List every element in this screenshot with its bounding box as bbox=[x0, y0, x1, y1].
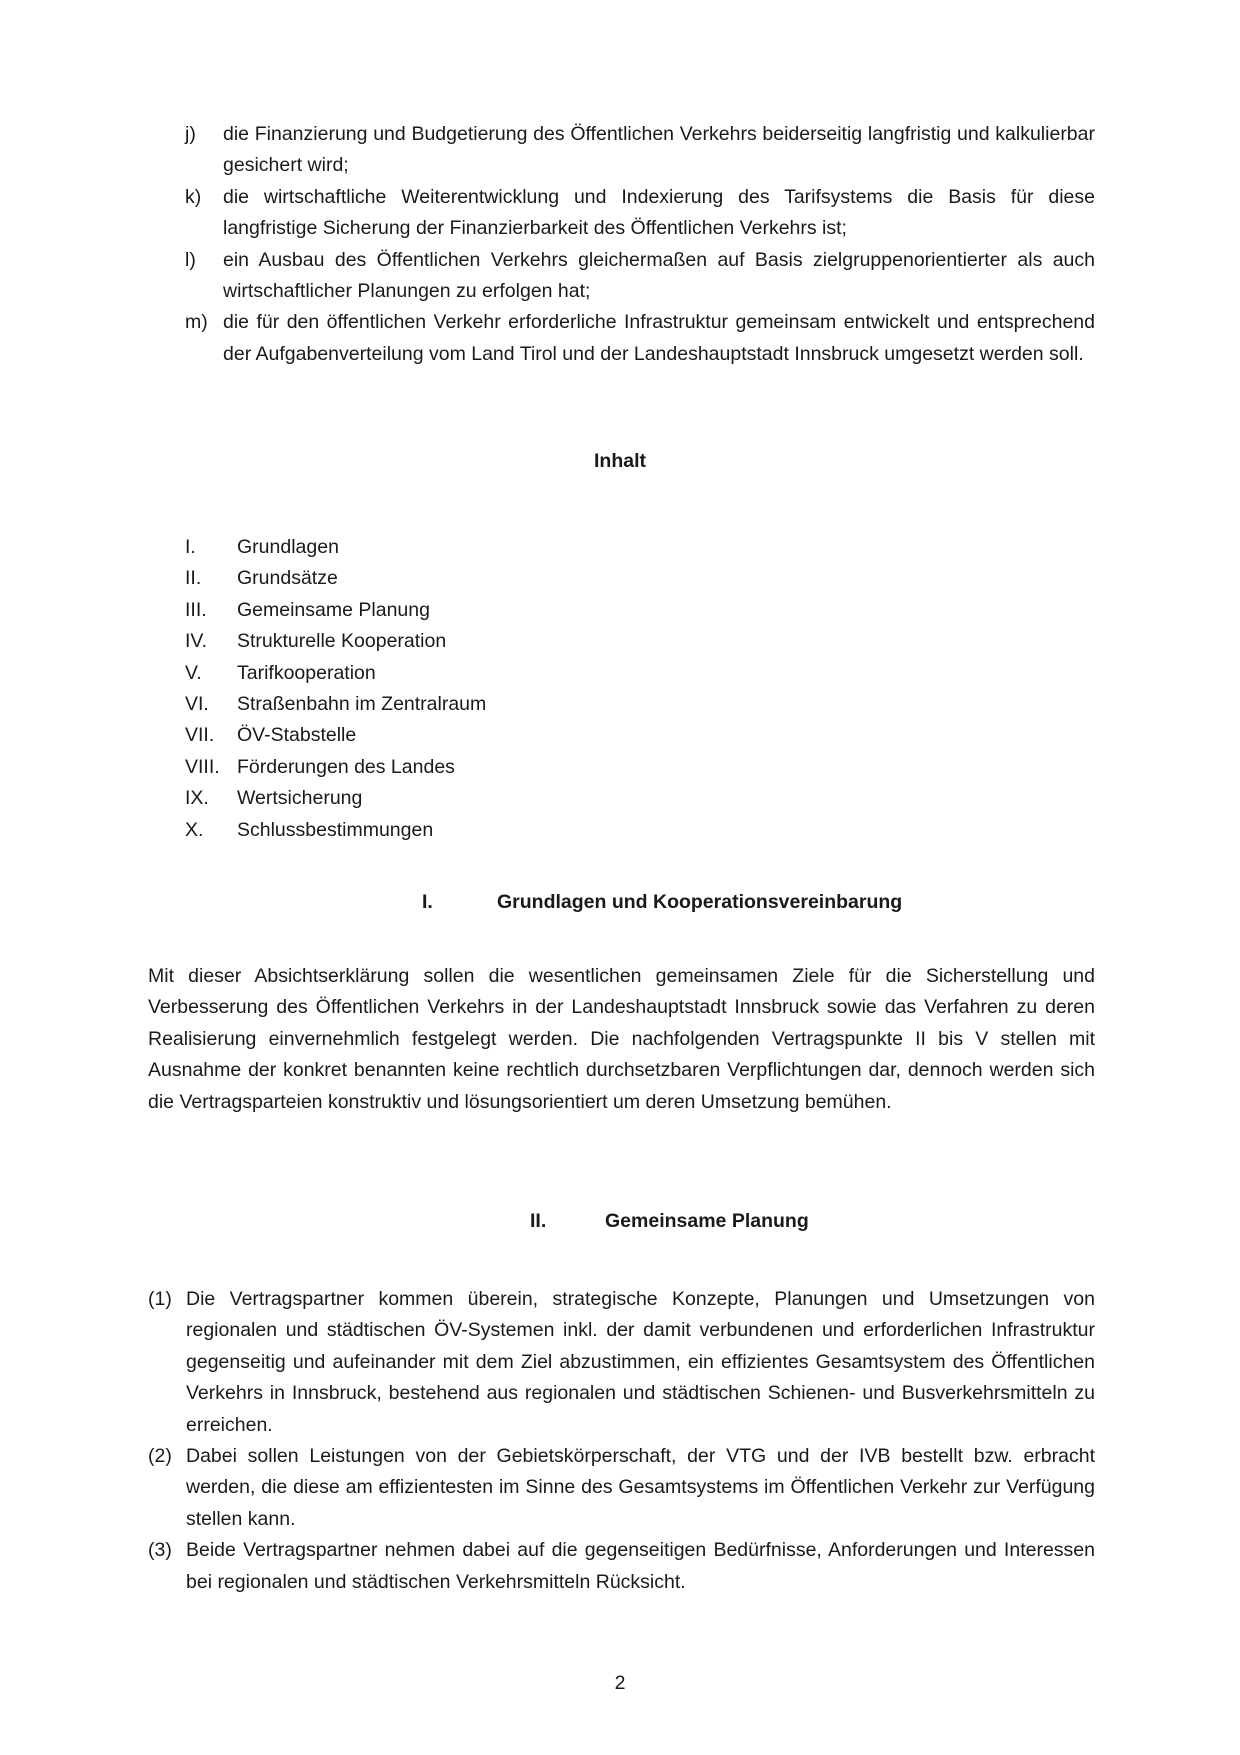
toc-label: Grundlagen bbox=[237, 536, 339, 558]
toc-numeral: I. bbox=[185, 536, 196, 558]
list-text: Die Vertragspartner kommen überein, strategische Konzepte, Planungen und Umsetzungen von regionalen und städtischen ÖV-Systemen inkl. der damit verbundenen und erforderlichen Infrastruktur gegenseitig und aufeinander mit dem Ziel abzustimmen, ein effizientes Gesamtsystem des Öffentlichen Verkehrs in Innsbruck, bestehend aus regionalen und städtischen Schienen- und Busverkehrsmitteln zu erreichen. bbox=[186, 1288, 1095, 1436]
list-marker: (2) bbox=[148, 1445, 172, 1468]
list-marker: j) bbox=[185, 123, 196, 145]
toc-numeral: X. bbox=[185, 818, 204, 841]
list-item bbox=[148, 1284, 1095, 1441]
list-item bbox=[148, 307, 1095, 370]
toc-numeral: II. bbox=[185, 567, 202, 590]
toc-label: Wertsicherung bbox=[237, 787, 363, 810]
list-marker: l) bbox=[185, 248, 196, 271]
toc-item bbox=[185, 532, 486, 563]
list-item bbox=[148, 1535, 1095, 1598]
toc-numeral: VI. bbox=[185, 693, 209, 716]
section-2-numeral: II. bbox=[530, 1210, 547, 1232]
section-1-title: Grundlagen und Kooperationsvereinbarung bbox=[497, 891, 903, 913]
list-text: die wirtschaftliche Weiterentwicklung und Indexierung des Tarifsystems die Basis für diese langfristige Sicherung der Finanzierbarkeit des Öffentlichen Verkehrs ist; bbox=[223, 185, 1095, 240]
toc-numeral: III. bbox=[185, 598, 207, 621]
toc-item bbox=[185, 595, 486, 626]
list-text: Beide Vertragspartner nehmen dabei auf die gegenseitigen Bedürfnisse, Anforderungen und Interessen bei regionalen und städtischen Verkehrsmitteln Rücksicht. bbox=[186, 1539, 1095, 1593]
list-item bbox=[148, 182, 1095, 245]
list-text: die Finanzierung und Budgetierung des Öffentlichen Verkehrs beiderseitig langfristig und kalkulierbar gesichert wird; bbox=[223, 123, 1095, 177]
toc-item bbox=[185, 815, 486, 846]
toc-item bbox=[185, 658, 486, 689]
list-text: die für den öffentlichen Verkehr erforderliche Infrastruktur gemeinsam entwickelt und entsprechend der Aufgabenverteilung vom Land Tirol und der Landeshauptstadt Innsbruck umgesetzt werden soll. bbox=[223, 311, 1095, 365]
toc-item bbox=[185, 783, 486, 814]
toc-numeral: IV. bbox=[185, 630, 208, 653]
toc-label: Grundsätze bbox=[237, 567, 338, 590]
toc-item bbox=[185, 563, 486, 594]
toc-label: Förderungen des Landes bbox=[237, 755, 455, 778]
intro-list bbox=[148, 119, 1095, 370]
page-number: 2 bbox=[614, 1672, 626, 1694]
list-marker: (1) bbox=[148, 1288, 172, 1310]
section-1-paragraph: Mit dieser Absichtserklärung sollen die wesentlichen gemeinsamen Ziele für die Sicherstellung und Verbesserung des Öffentlichen Verkehrs in der Landeshauptstadt Innsbruck sowie das Verfahren zu deren Realisierung einvernehmlich festgelegt werden. Die nachfolgenden Vertragspunkte II bis V stellen mit Ausnahme der konkret benannten keine rechtlich durchsetzbaren Verpflichtungen dar, dennoch werden sich die Vertragsparteien konstruktiv und lösungsorientiert um deren Umsetzung bemühen. bbox=[148, 965, 1095, 1113]
toc-label: Strukturelle Kooperation bbox=[237, 630, 447, 653]
list-text: ein Ausbau des Öffentlichen Verkehrs gleichermaßen auf Basis zielgruppenorientierter als auch wirtschaftlicher Planungen zu erfolgen hat; bbox=[223, 248, 1095, 303]
toc-item bbox=[185, 720, 486, 751]
list-marker: m) bbox=[185, 311, 208, 334]
table-of-contents bbox=[185, 532, 486, 846]
list-marker: (3) bbox=[148, 1539, 172, 1562]
list-marker: k) bbox=[185, 185, 202, 208]
section-2-title: Gemeinsame Planung bbox=[605, 1210, 809, 1232]
toc-numeral: V. bbox=[185, 661, 202, 684]
section-2-list bbox=[148, 1284, 1095, 1598]
toc-label: Gemeinsame Planung bbox=[237, 598, 430, 621]
section-1-numeral: I. bbox=[422, 891, 433, 913]
toc-label: Schlussbestimmungen bbox=[237, 818, 434, 841]
toc-title: Inhalt bbox=[594, 450, 646, 472]
toc-numeral: VII. bbox=[185, 724, 215, 747]
list-item bbox=[148, 245, 1095, 308]
toc-numeral: VIII. bbox=[185, 755, 220, 778]
list-item bbox=[148, 119, 1095, 182]
toc-item bbox=[185, 626, 486, 657]
toc-item bbox=[185, 689, 486, 720]
toc-numeral: IX. bbox=[185, 787, 209, 810]
toc-label: Straßenbahn im Zentralraum bbox=[237, 693, 487, 716]
toc-label: ÖV-Stabstelle bbox=[237, 724, 357, 747]
list-item bbox=[148, 1441, 1095, 1535]
toc-item bbox=[185, 752, 486, 783]
toc-label: Tarifkooperation bbox=[237, 661, 376, 684]
list-text: Dabei sollen Leistungen von der Gebietskörperschaft, der VTG und der IVB bestellt bzw. erbracht werden, die diese am effizientesten im Sinne des Gesamtsystems im Öffentlichen Verkehr zur Verfügung stellen kann. bbox=[186, 1445, 1095, 1530]
